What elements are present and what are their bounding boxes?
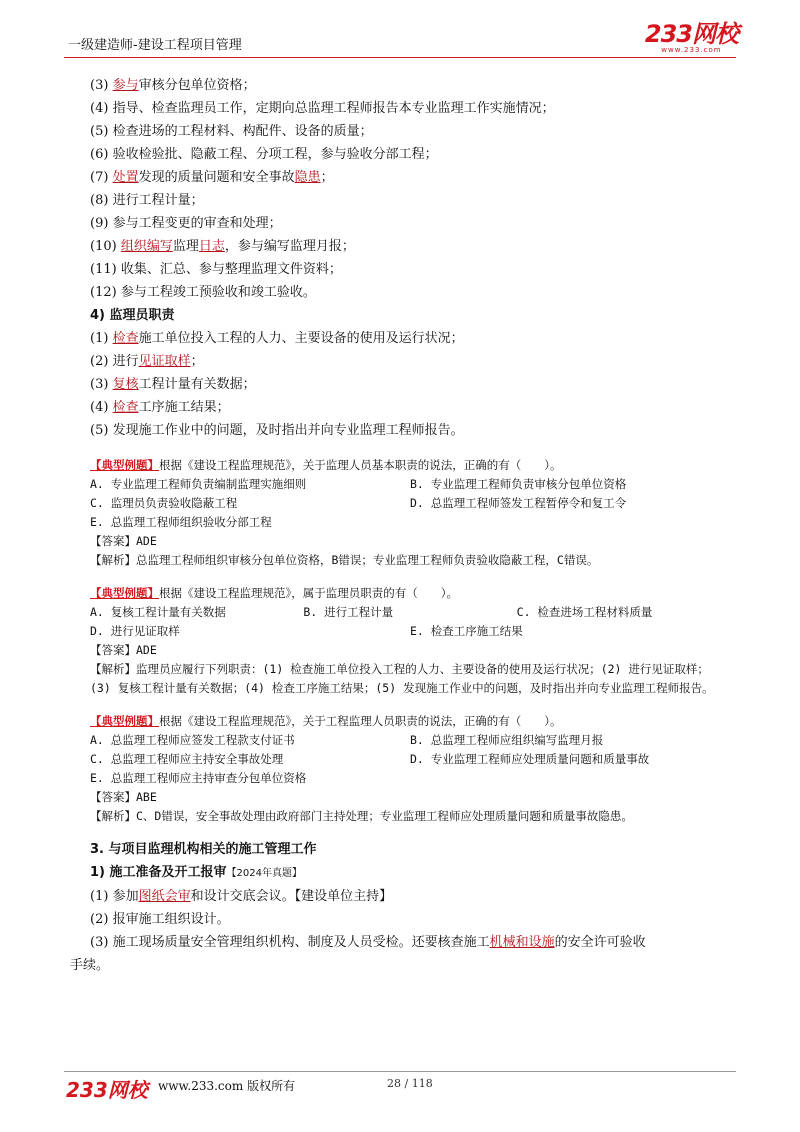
item-text: 施工单位投入工程的人力、主要设备的使用及运行状况； [138,331,464,346]
item-number: (7) [90,170,109,185]
item-number: (4) [90,400,109,415]
item-text: ； [190,354,204,369]
item-number: (5) [90,124,109,139]
option-text: B. 进行工程计量 [303,605,394,619]
item-number: (4) [90,101,109,116]
option-row [90,731,730,750]
list-item [90,258,730,281]
option-row [90,769,730,788]
example-label: 【典型例题】 [90,458,159,472]
list-item [90,166,730,189]
item-text: 审核分包单位资格； [138,78,256,93]
item-text: 工程计量有关数据； [138,377,256,392]
answer-text: 【答案】ADE [90,643,157,657]
item-text: 发现的质量问题和安全事故 [138,170,295,185]
header-title: 一级建造师-建设工程项目管理 [68,38,242,53]
keyword-highlight: 日志 [198,239,225,254]
keyword-highlight: 处置 [112,170,139,185]
analysis-text: 【解析】C、D错误，安全事故处理由政府部门主持处理；专业监理工程师应处理质量问题和质量事故隐患。 [90,809,633,823]
logo-brand-text: 233网校 [644,20,738,48]
example-block [90,584,730,698]
option-row [90,513,730,532]
example-question: 根据《建设工程监理规范》，关于工程监理人员职责的说法，正确的有（ ）。 [159,714,562,728]
item-text: 参加 [112,889,139,904]
item-number: (11) [90,262,117,277]
example-question: 根据《建设工程监理规范》，关于监理人员基本职责的说法，正确的有（ ）。 [159,458,562,472]
keyword-highlight: 检查 [112,331,139,346]
supervisor-heading: 4) 监理员职责 [90,308,175,323]
section3-subheading [90,861,730,885]
page-content [70,74,730,977]
footer-logo[interactable]: 233网校 [66,1078,148,1102]
option-text: A. 复核工程计量有关数据 [90,605,226,619]
option-row [90,494,730,513]
list-item [90,74,730,97]
item-number: (2) [90,912,109,927]
section3-heading: 3. 与项目监理机构相关的施工管理工作 [90,842,317,857]
item-number: (6) [90,147,109,162]
list-item [90,931,730,954]
item-number: (12) [90,285,117,300]
keyword-highlight: 参与 [112,78,139,93]
option-text: D. 总监理工程师签发工程暂停令和复工令 [410,496,627,510]
option-text: C. 检查进场工程材料质量 [516,605,653,619]
option-text: E. 总监理工程师应主持审查分包单位资格 [90,771,307,785]
brand-logo[interactable] [645,22,738,54]
item-number: (9) [90,216,109,231]
analysis-text: 【解析】监理员应履行下列职责：(1) 检查施工单位投入工程的人力、主要设备的使用及运行状况；(2) 进行见证取样；(3) 复核工程计量有关数据；(4) 检查工序施工结果；(5) 发现施工作业中的问题，及时指出并向专业监理工程师报告。 [90,662,714,695]
option-text: B. 总监理工程师应组织编写监理月报 [410,733,604,747]
example-block [90,712,730,826]
list-item [90,419,730,442]
option-text: D. 专业监理工程师应处理质量问题和质量事故 [410,752,650,766]
item-number: (5) [90,423,109,438]
list-item [90,885,730,908]
page-number: 28 / 118 [387,1077,433,1090]
example-question: 根据《建设工程监理规范》，属于监理员职责的有（ ）。 [159,586,458,600]
keyword-highlight: 机械和设施 [489,935,555,950]
option-text: B. 专业监理工程师负责审核分包单位资格 [410,477,627,491]
keyword-highlight: 隐患 [294,170,321,185]
item-text: 的安全许可验收 [554,935,646,950]
item-text: 报审施工组织设计。 [112,912,230,927]
item-text: 参与工程变更的审查和处理； [112,216,282,231]
option-text: A. 总监理工程师应签发工程款支付证书 [90,733,295,747]
item-number: (8) [90,193,109,208]
examples-section [90,456,730,826]
item-text: 验收检验批、隐蔽工程、分项工程，参与验收分部工程； [112,147,438,162]
item-text: 检查进场的工程材料、构配件、设备的质量； [112,124,373,139]
list-item [90,396,730,419]
example-label: 【典型例题】 [90,586,159,600]
item-text: 收集、汇总、参与整理监理文件资料； [120,262,342,277]
list-item [90,212,730,235]
example-block [90,456,730,570]
option-text: C. 总监理工程师应主持安全事故处理 [90,752,284,766]
option-text: E. 检查工序施工结果 [410,624,523,638]
duties-list [90,74,730,304]
item-number: (1) [90,331,109,346]
header-divider [64,57,736,58]
keyword-highlight: 组织编写 [120,239,173,254]
list-item [90,327,730,350]
item-text: ； [320,170,334,185]
keyword-highlight: 见证取样 [138,354,191,369]
item-text: 和设计交底会议。【建设单位主持】 [190,889,393,904]
supervisor-list [90,327,730,442]
item-number: (3) [90,935,109,950]
list-item [90,143,730,166]
item-text: 施工现场质量安全管理组织机构、制度及人员受检。还要核查施工 [112,935,490,950]
item-text: ，参与编写监理月报； [224,239,355,254]
item-text: 进行工程计量； [112,193,204,208]
list-item [90,120,730,143]
item-text: 指导、检查监理员工作，定期向总监理工程师报告本专业监理工作实施情况； [112,101,555,116]
list-item [90,189,730,212]
option-text: D. 进行见证取样 [90,624,180,638]
list-item [90,235,730,258]
item-text: 参与工程竣工预验收和竣工验收。 [120,285,316,300]
footer-divider [64,1071,736,1072]
section3-continuation: 手续。 [70,958,110,973]
list-item [90,97,730,120]
option-text: E. 总监理工程师组织验收分部工程 [90,515,272,529]
item-text: 发现施工作业中的问题，及时指出并向专业监理工程师报告。 [112,423,464,438]
list-item [90,373,730,396]
footer-copyright: www.233.com 版权所有 [158,1079,296,1093]
keyword-highlight: 检查 [112,400,139,415]
item-number: (3) [90,78,109,93]
item-text: 监理 [172,239,199,254]
analysis-text: 【解析】总监理工程师组织审核分包单位资格，B错误；专业监理工程师负责验收隐蔽工程，C错误。 [90,553,599,567]
list-item [90,908,730,931]
option-row [90,622,730,641]
answer-text: 【答案】ADE [90,534,157,548]
logo-url-text: www.233.com [661,46,722,54]
keyword-highlight: 复核 [112,377,139,392]
list-item [90,350,730,373]
item-number: (1) [90,889,109,904]
exam-year-tag: 【2024年真题】 [226,868,302,879]
answer-text: 【答案】ABE [90,790,157,804]
list-item [90,281,730,304]
item-number: (3) [90,377,109,392]
option-row [90,603,730,622]
item-number: (10) [90,239,117,254]
option-text: C. 监理员负责验收隐蔽工程 [90,496,238,510]
item-text: 工序施工结果； [138,400,230,415]
option-row [90,475,730,494]
section3-list [90,885,730,954]
keyword-highlight: 图纸会审 [138,889,191,904]
option-text: A. 专业监理工程师负责编制监理实施细则 [90,477,307,491]
subheading-text: 1) 施工准备及开工报审 [90,865,227,880]
option-row [90,750,730,769]
example-label: 【典型例题】 [90,714,159,728]
item-text: 进行 [112,354,139,369]
item-number: (2) [90,354,109,369]
